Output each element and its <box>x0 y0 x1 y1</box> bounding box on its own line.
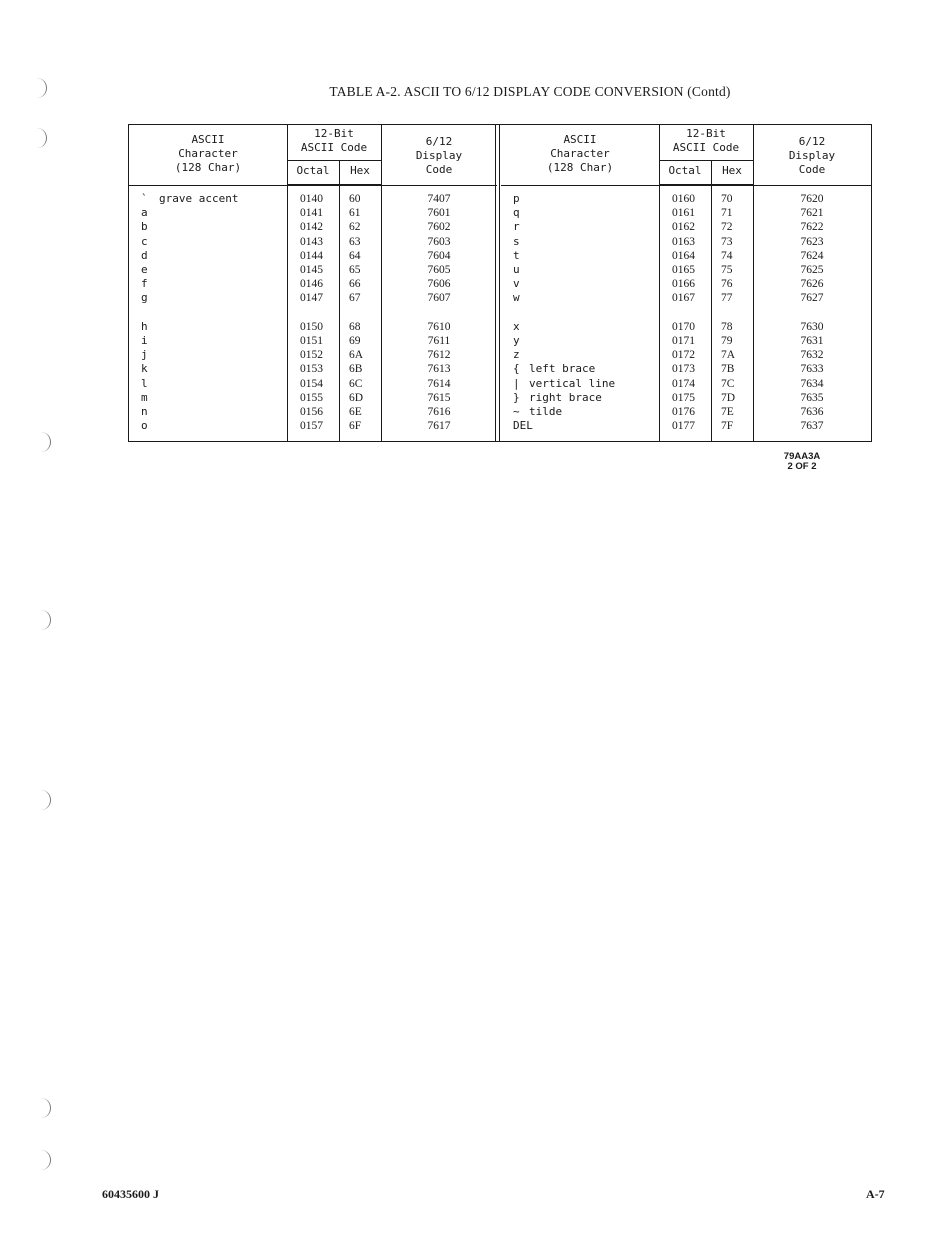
octal-value: 0170 <box>672 320 695 333</box>
conversion-table <box>128 124 872 442</box>
binding-mark <box>40 1098 51 1118</box>
hex-value: 6E <box>349 406 362 418</box>
octal-value: 0153 <box>300 363 323 376</box>
octal-value: 0174 <box>672 377 695 390</box>
header-text: ASCII <box>563 133 597 146</box>
binding-mark <box>40 1150 51 1170</box>
octal-value: 0143 <box>300 235 323 248</box>
header-text: ASCII Code <box>300 141 368 154</box>
binding-mark <box>40 790 51 810</box>
header-hex: Hex <box>722 164 742 177</box>
hex-value: 7C <box>721 377 735 390</box>
octal-value: 0156 <box>300 406 323 418</box>
binding-mark <box>40 610 51 630</box>
header-text: 6/12 <box>425 135 453 148</box>
octal-value: 0171 <box>672 335 695 347</box>
header-text: ASCII <box>191 133 225 146</box>
header-octal: Octal <box>296 164 330 177</box>
ascii-char: h <box>141 319 148 333</box>
header-12bit <box>287 127 381 155</box>
header-ascii-character <box>501 133 659 175</box>
char-description: vertical line <box>529 376 616 390</box>
ascii-char: f <box>141 277 148 291</box>
hex-value: 77 <box>721 292 733 305</box>
octal-value: 0140 <box>300 193 323 205</box>
hex-value: 7E <box>721 406 734 418</box>
header-octal: Octal <box>668 164 702 177</box>
header-text: 12-Bit <box>686 127 726 140</box>
octal-value: 0173 <box>672 363 695 376</box>
octal-value: 0165 <box>672 264 695 276</box>
header-text: Code <box>798 163 826 176</box>
header-rule <box>501 185 871 186</box>
hex-value: 6F <box>349 420 362 433</box>
header-text: 6/12 <box>798 135 826 148</box>
hex-value: 74 <box>721 249 733 262</box>
table-left-half <box>129 125 497 441</box>
display-code-value: 7615 <box>427 391 451 404</box>
hex-value: 7B <box>721 363 735 376</box>
header-ascii-character <box>129 133 287 175</box>
octal-value: 0155 <box>300 391 323 404</box>
hex-value: 73 <box>721 235 733 248</box>
display-code-value: 7601 <box>427 207 451 220</box>
col-rule <box>339 161 340 441</box>
ascii-char: n <box>141 405 148 418</box>
ascii-char: l <box>141 376 148 390</box>
hex-value: 68 <box>349 320 361 333</box>
display-code-value: 7627 <box>800 292 824 305</box>
hex-value: 6C <box>349 377 363 390</box>
hex-value: 78 <box>721 320 733 333</box>
header-text: Display <box>415 149 463 162</box>
hex-value: 72 <box>721 221 733 234</box>
center-double-rule <box>495 125 500 441</box>
page-number: A-7 <box>866 1187 885 1201</box>
header-text: Code <box>425 163 453 176</box>
ascii-char: r <box>513 220 520 234</box>
octal-value: 0161 <box>672 207 695 220</box>
octal-value: 0160 <box>672 193 695 205</box>
ascii-char: | <box>513 376 520 390</box>
header-text: 12-Bit <box>314 127 354 140</box>
ascii-char: i <box>141 334 148 347</box>
hex-value: 6D <box>349 391 364 404</box>
display-code-value: 7604 <box>427 249 451 262</box>
header-text: Character <box>178 147 238 160</box>
octal-value: 0157 <box>300 420 323 433</box>
header-text: (128 Char) <box>546 161 614 174</box>
octal-value: 0163 <box>672 235 695 248</box>
header-display-code <box>381 135 497 177</box>
display-code-value: 7624 <box>800 249 824 262</box>
octal-value: 0167 <box>672 292 695 305</box>
display-code-value: 7637 <box>800 420 824 433</box>
display-code-value: 7606 <box>427 278 451 291</box>
hex-value: 60 <box>349 193 361 205</box>
header-text: ASCII Code <box>672 141 740 154</box>
header-rule <box>129 185 497 186</box>
hex-value: 6A <box>349 349 364 362</box>
ascii-char: s <box>513 234 520 248</box>
ascii-char: z <box>513 348 520 362</box>
display-code-value: 7607 <box>427 292 451 305</box>
ascii-char: } <box>513 390 520 404</box>
octal-value: 0151 <box>300 335 323 347</box>
hex-value: 65 <box>349 264 361 276</box>
hex-value: 67 <box>349 292 361 305</box>
ascii-char: g <box>141 291 148 305</box>
display-code-value: 7632 <box>800 349 824 362</box>
char-description: grave accent <box>159 192 239 205</box>
ascii-char: DEL <box>513 419 533 433</box>
hex-value: 7F <box>721 420 734 433</box>
table-right-half <box>501 125 871 441</box>
display-code-value: 7621 <box>800 207 824 220</box>
octal-value: 0166 <box>672 278 695 291</box>
figure-id-code: 79AA3A <box>783 451 821 462</box>
header-text: Display <box>788 149 836 162</box>
char-description: left brace <box>529 362 596 376</box>
ascii-char: k <box>141 362 148 376</box>
ascii-char: ~ <box>513 405 520 418</box>
ascii-char: t <box>513 248 520 262</box>
hex-value: 64 <box>349 249 361 262</box>
ascii-char: a <box>141 206 148 220</box>
display-code-value: 7613 <box>427 363 451 376</box>
hex-value: 63 <box>349 235 361 248</box>
ascii-char: p <box>513 192 520 205</box>
binding-mark <box>36 128 47 148</box>
header-text: Character <box>550 147 610 160</box>
display-code-value: 7603 <box>427 235 451 248</box>
header-12bit <box>659 127 753 155</box>
ascii-char: j <box>141 348 148 362</box>
hex-value: 62 <box>349 221 361 234</box>
display-code-value: 7605 <box>427 264 451 276</box>
octal-value: 0142 <box>300 221 323 234</box>
header-display-code <box>753 135 871 177</box>
ascii-char: d <box>141 248 148 262</box>
header-hex: Hex <box>350 164 370 177</box>
table-title: TABLE A-2. ASCII TO 6/12 DISPLAY CODE CONVERSION (Contd) <box>329 84 731 99</box>
display-code-value: 7626 <box>800 278 824 291</box>
display-code-value: 7611 <box>427 335 451 347</box>
display-code-value: 7623 <box>800 235 824 248</box>
display-code-value: 7617 <box>427 420 451 433</box>
display-code-value: 7631 <box>800 335 824 347</box>
hex-value: 6B <box>349 363 363 376</box>
display-code-value: 7602 <box>427 221 451 234</box>
char-description: tilde <box>529 405 563 418</box>
hex-value: 66 <box>349 278 361 291</box>
ascii-char: w <box>513 291 520 305</box>
hex-value: 7A <box>721 349 736 362</box>
hex-value: 71 <box>721 207 733 220</box>
octal-value: 0175 <box>672 391 695 404</box>
ascii-char: o <box>141 419 148 433</box>
display-code-value: 7610 <box>427 320 451 333</box>
octal-value: 0177 <box>672 420 695 433</box>
binding-mark <box>40 432 51 452</box>
display-code-value: 7625 <box>800 264 824 276</box>
figure-id <box>772 452 832 472</box>
ascii-char: m <box>141 390 148 404</box>
octal-value: 0176 <box>672 406 695 418</box>
ascii-char: ` <box>141 192 148 205</box>
octal-value: 0144 <box>300 249 323 262</box>
display-code-value: 7636 <box>800 406 824 418</box>
ascii-char: q <box>513 206 520 220</box>
hex-value: 69 <box>349 335 361 347</box>
figure-id-sheet: 2 OF 2 <box>787 461 817 472</box>
ascii-char: y <box>513 334 520 347</box>
ascii-char: b <box>141 220 148 234</box>
octal-value: 0162 <box>672 221 695 234</box>
octal-value: 0146 <box>300 278 323 291</box>
display-code-value: 7612 <box>427 349 451 362</box>
document-number: 60435600 J <box>102 1187 159 1201</box>
display-code-value: 7630 <box>800 320 824 333</box>
header-text: (128 Char) <box>174 161 242 174</box>
col-rule <box>711 161 712 441</box>
hex-value: 61 <box>349 207 361 220</box>
ascii-char: e <box>141 263 148 276</box>
octal-value: 0154 <box>300 377 323 390</box>
display-code-value: 7407 <box>427 193 451 205</box>
display-code-value: 7635 <box>800 391 824 404</box>
hex-value: 79 <box>721 335 733 347</box>
octal-value: 0141 <box>300 207 323 220</box>
ascii-char: x <box>513 319 520 333</box>
hex-value: 7D <box>721 391 736 404</box>
octal-value: 0172 <box>672 349 695 362</box>
ascii-char: { <box>513 362 520 376</box>
ascii-char: u <box>513 263 520 276</box>
hex-value: 75 <box>721 264 733 276</box>
ascii-char: v <box>513 277 520 291</box>
display-code-value: 7634 <box>800 377 824 390</box>
display-code-value: 7622 <box>800 221 824 234</box>
octal-value: 0147 <box>300 292 323 305</box>
subheader-rule <box>287 160 381 161</box>
char-description: right brace <box>529 390 602 404</box>
subheader-rule <box>659 160 753 161</box>
octal-value: 0152 <box>300 349 323 362</box>
hex-value: 76 <box>721 278 733 291</box>
display-code-value: 7633 <box>800 363 824 376</box>
octal-value: 0145 <box>300 264 323 276</box>
hex-value: 70 <box>721 193 733 205</box>
ascii-char: c <box>141 234 148 248</box>
octal-value: 0164 <box>672 249 695 262</box>
display-code-value: 7616 <box>427 406 451 418</box>
display-code-value: 7614 <box>427 377 451 390</box>
display-code-value: 7620 <box>800 193 824 205</box>
octal-value: 0150 <box>300 320 323 333</box>
